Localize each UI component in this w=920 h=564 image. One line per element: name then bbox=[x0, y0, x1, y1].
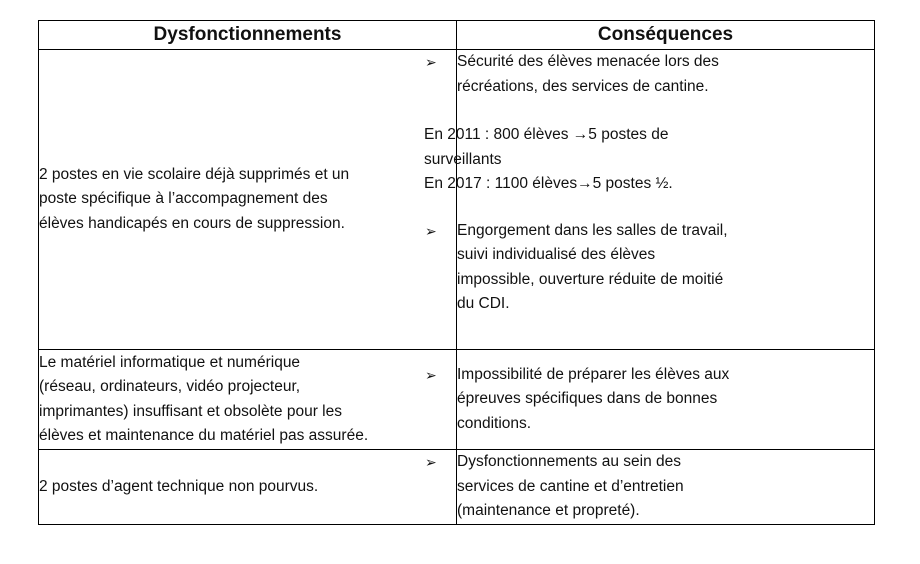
text-line: surveillants bbox=[424, 150, 502, 168]
bullet-item bbox=[425, 219, 874, 317]
arrow-bullet-icon: ➢ bbox=[425, 366, 437, 383]
text-line: du CDI. bbox=[457, 295, 510, 312]
text-line: 2 postes d’agent technique non pourvus. bbox=[39, 477, 319, 495]
header-row bbox=[39, 21, 875, 50]
table-row bbox=[39, 450, 875, 525]
bullet-item bbox=[425, 363, 874, 437]
text-line: Impossibilité de préparer les élèves aux bbox=[457, 365, 730, 383]
text-line: élèves handicapés en cours de suppression. bbox=[39, 214, 345, 232]
arrow-bullet-icon: ➢ bbox=[425, 54, 437, 70]
text-line: 2 postes en vie scolaire déjà supprimés et un bbox=[39, 165, 350, 183]
header-consequences: Conséquences bbox=[457, 21, 875, 50]
staffing-notes bbox=[424, 123, 874, 197]
table-row bbox=[39, 50, 875, 350]
consequence-cell bbox=[425, 450, 875, 525]
text-line: (maintenance et propreté). bbox=[457, 502, 640, 519]
text-line: imprimantes) insuffisant et obsolète pour les bbox=[39, 402, 342, 420]
consequence-cell bbox=[425, 350, 875, 450]
dysfunction-cell bbox=[39, 50, 457, 350]
spacer bbox=[457, 197, 874, 219]
text-line: récréations, des services de cantine. bbox=[457, 77, 709, 95]
text-line: En 2017 : 1100 élèves→5 postes ½. bbox=[424, 175, 673, 192]
arrow-bullet-icon: ➢ bbox=[425, 454, 437, 470]
text-line: suivi individualisé des élèves bbox=[457, 246, 656, 263]
text-line: (réseau, ordinateurs, vidéo projecteur, bbox=[39, 378, 301, 395]
text-line: Dysfonctionnements au sein des bbox=[457, 453, 682, 470]
text-line: épreuves spécifiques dans de bonnes bbox=[457, 390, 718, 408]
bullet-item bbox=[425, 50, 874, 99]
text-line: Le matériel informatique et numérique bbox=[39, 353, 301, 371]
text-line: impossible, ouverture réduite de moitié bbox=[457, 270, 724, 288]
header-dysfonctionnements: Dysfonctionnements bbox=[39, 21, 457, 50]
text-line: En 2011 : 800 élèves →5 postes de bbox=[424, 126, 669, 143]
text-line: Sécurité des élèves menacée lors des bbox=[457, 53, 719, 70]
text-line: Engorgement dans les salles de travail, bbox=[457, 221, 728, 239]
text-line: conditions. bbox=[457, 414, 532, 432]
bullet-item bbox=[425, 450, 874, 524]
dysfunction-cell bbox=[39, 350, 457, 450]
arrow-bullet-icon: ➢ bbox=[425, 222, 437, 239]
dysfunction-consequence-table bbox=[38, 20, 875, 525]
spacer bbox=[457, 99, 874, 123]
table-row bbox=[39, 350, 875, 450]
text-line: élèves et maintenance du matériel pas assurée. bbox=[39, 427, 369, 444]
text-line: poste spécifique à l’accompagnement des bbox=[39, 190, 328, 208]
consequence-cell bbox=[424, 50, 875, 350]
dysfunction-cell bbox=[39, 450, 457, 525]
text-line: services de cantine et d’entretien bbox=[457, 477, 684, 495]
